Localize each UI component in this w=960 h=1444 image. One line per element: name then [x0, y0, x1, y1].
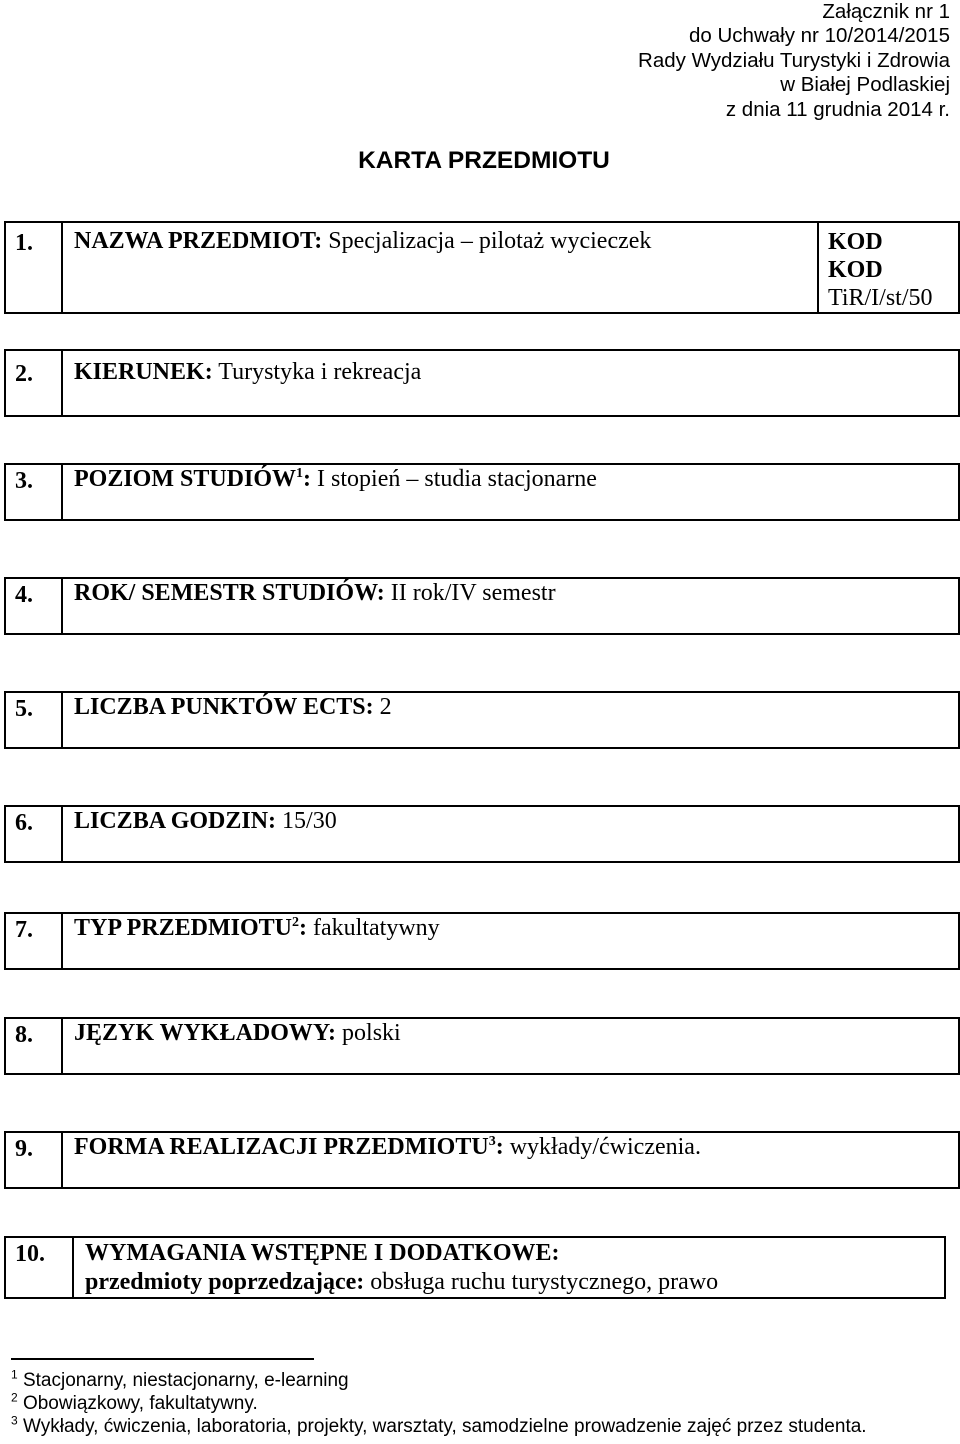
row-text [74, 1020, 401, 1047]
row-text [74, 808, 337, 835]
annex-line: z dnia 11 grudnia 2014 r. [725, 97, 950, 121]
footnotes [11, 1369, 867, 1438]
row-label: TYP PRZEDMIOTU [74, 915, 293, 941]
annex-line: Rady Wydziału Turystyki i Zdrowia [638, 48, 950, 72]
annex-line: Załącznik nr 1 [822, 0, 950, 23]
footnote-text: Stacjonarny, niestacjonarny, e-learning [17, 1370, 349, 1391]
row-text [74, 1134, 701, 1161]
row-text [74, 466, 597, 493]
row-value: I stopień – studia stacjonarne [311, 466, 597, 492]
row-1-box [4, 221, 960, 314]
row-label: LICZBA GODZIN: [74, 808, 277, 834]
row-label-colon: : [303, 466, 312, 492]
row-number: 9. [15, 1136, 33, 1162]
row-9-box [4, 1131, 960, 1189]
row-number: 10. [15, 1241, 45, 1267]
row-value: 15/30 [276, 808, 337, 834]
row-value: Specjalizacja – pilotaż wycieczek [322, 228, 652, 254]
footnote [11, 1415, 867, 1438]
footnote [11, 1392, 867, 1415]
row-2-box [4, 349, 960, 417]
kod-value: TiR/I/st/50 [828, 285, 933, 311]
row-value: II rok/IV semestr [384, 580, 556, 606]
row-text [74, 694, 392, 721]
annex-header [638, 0, 950, 122]
row-label: FORMA REALIZACJI PRZEDMIOTU [74, 1134, 489, 1160]
row-7-box [4, 912, 960, 970]
annex-line: w Białej Podlaskiej [780, 73, 950, 97]
row-label: POZIOM STUDIÓW [74, 466, 297, 492]
row-6-box [4, 805, 960, 863]
row-text [74, 359, 421, 386]
row-value: obsługa ruchu turystycznego, prawo [364, 1269, 719, 1295]
footnote-text: Obowiązkowy, fakultatywny. [17, 1393, 258, 1414]
row-label: ROK/ SEMESTR STUDIÓW: [74, 580, 385, 606]
row-value: fakultatywny [307, 915, 440, 941]
row-5-box [4, 691, 960, 749]
footnote-number: 1 [11, 1367, 18, 1382]
row-number: 2. [15, 361, 33, 387]
row-4-box [4, 577, 960, 635]
row-label: LICZBA PUNKTÓW ECTS: [74, 694, 374, 720]
footnote-number: 2 [11, 1390, 18, 1405]
row-text [74, 915, 440, 942]
annex-line: do Uchwały nr 10/2014/2015 [689, 24, 950, 48]
row-number: 8. [15, 1022, 33, 1048]
row-value: polski [336, 1020, 401, 1046]
row-number: 7. [15, 917, 33, 943]
row-label-colon: : [299, 915, 308, 941]
row-text [74, 228, 651, 255]
footnote [11, 1369, 867, 1392]
row-text [85, 1239, 718, 1297]
row-value: 2 [373, 694, 392, 720]
kod-cell [828, 228, 933, 312]
row-number: 6. [15, 810, 33, 836]
row-label-colon: : [495, 1134, 504, 1160]
footnote-ref: 2 [292, 915, 300, 930]
row-3-box [4, 463, 960, 521]
row-value: wykłady/ćwiczenia. [503, 1134, 701, 1160]
row-text [74, 580, 556, 607]
row-10-box [4, 1236, 946, 1299]
kod-label: KOD [828, 229, 883, 255]
document-title: KARTA PRZEDMIOTU [358, 147, 610, 174]
row-8-box [4, 1017, 960, 1075]
row-label: WYMAGANIA WSTĘPNE I DODATKOWE: [85, 1240, 560, 1266]
row-value: Turystyka i rekreacja [212, 359, 422, 385]
row-number: 3. [15, 468, 33, 494]
row-number: 5. [15, 696, 33, 722]
footnote-number: 3 [11, 1413, 18, 1428]
row-label: NAZWA PRZEDMIOT: [74, 228, 323, 254]
row-label: KIERUNEK: [74, 359, 213, 385]
footnote-text: Wykłady, ćwiczenia, laboratoria, projekty, warsztaty, samodzielne prowadzenie zajęć przez studenta. [17, 1416, 867, 1437]
row-number: 4. [15, 582, 33, 608]
row-label: przedmioty poprzedzające: [85, 1269, 365, 1295]
footnote-separator [11, 1358, 314, 1360]
kod-label: KOD [828, 257, 883, 283]
row-number: 1. [15, 230, 33, 256]
footnote-ref: 3 [488, 1134, 496, 1149]
footnote-ref: 1 [296, 466, 304, 481]
row-label: JĘZYK WYKŁADOWY: [74, 1020, 337, 1046]
